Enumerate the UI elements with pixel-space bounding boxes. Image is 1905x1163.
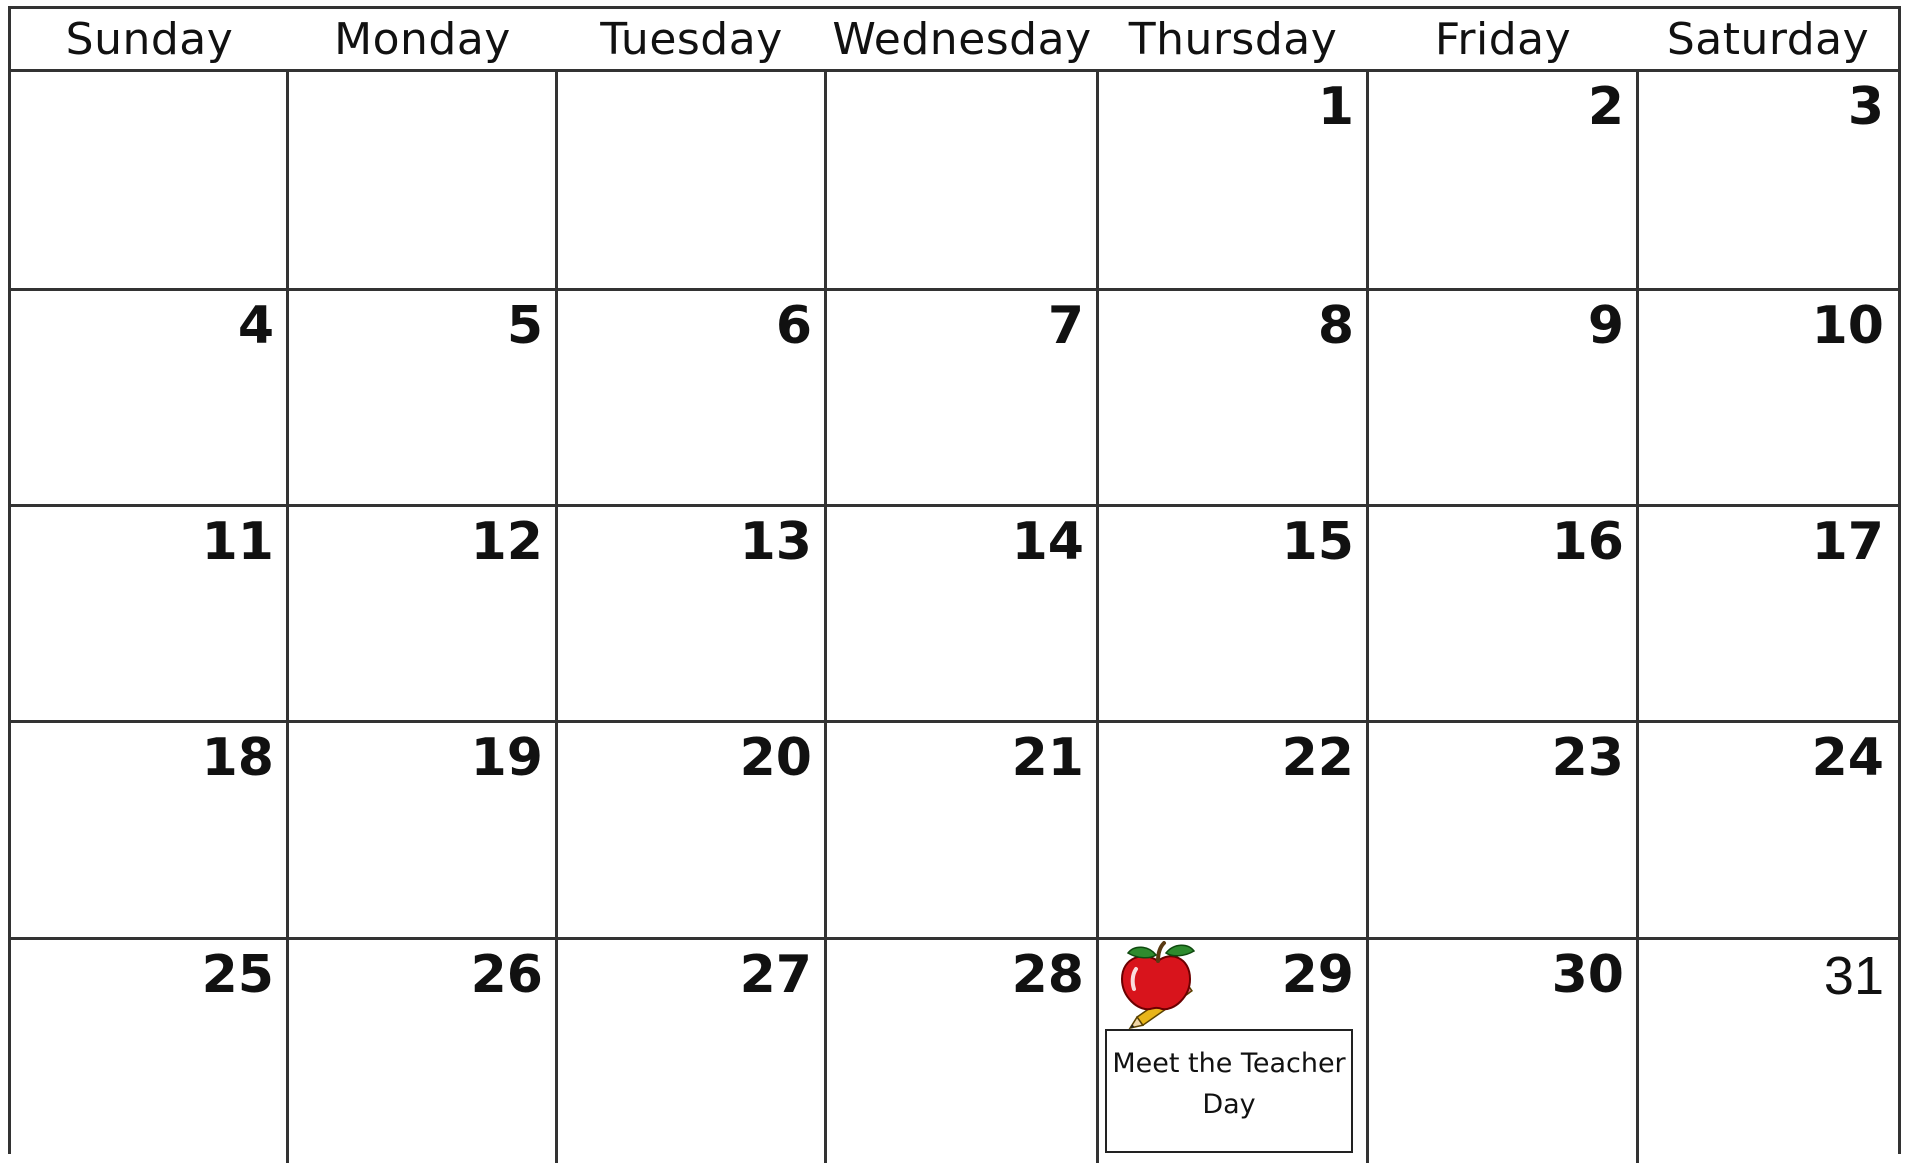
event-meet-the-teacher[interactable]: Meet the Teacher Day: [1105, 1029, 1353, 1153]
grid-column-divider: [824, 69, 827, 1163]
weekday-tuesday: Tuesday: [600, 14, 783, 65]
weekday-header-row: [11, 9, 1898, 72]
weekday-sunday: Sunday: [65, 14, 234, 65]
date-19[interactable]: 19: [470, 728, 543, 788]
date-16[interactable]: 16: [1551, 512, 1624, 572]
weekday-friday: Friday: [1434, 14, 1572, 65]
date-5[interactable]: 5: [506, 296, 543, 356]
date-30[interactable]: 30: [1551, 945, 1624, 1005]
weekday-wednesday: Wednesday: [832, 14, 1092, 65]
date-17[interactable]: 17: [1811, 512, 1884, 572]
date-8[interactable]: 8: [1317, 296, 1354, 356]
date-13[interactable]: 13: [739, 512, 812, 572]
date-24[interactable]: 24: [1811, 728, 1884, 788]
grid-row-divider: [11, 504, 1898, 507]
date-3[interactable]: 3: [1847, 77, 1884, 137]
date-31[interactable]: 31: [1823, 946, 1884, 1006]
date-20[interactable]: 20: [739, 728, 812, 788]
grid-column-divider: [1636, 69, 1639, 1163]
grid-row-divider: [11, 288, 1898, 291]
date-9[interactable]: 9: [1587, 296, 1624, 356]
weekday-saturday: Saturday: [1666, 14, 1870, 65]
date-21[interactable]: 21: [1011, 728, 1084, 788]
date-6[interactable]: 6: [775, 296, 812, 356]
date-1[interactable]: 1: [1317, 77, 1354, 137]
date-7[interactable]: 7: [1047, 296, 1084, 356]
grid-column-divider: [1366, 69, 1369, 1163]
calendar: [8, 6, 1901, 1154]
date-18[interactable]: 18: [201, 728, 274, 788]
date-25[interactable]: 25: [201, 945, 274, 1005]
date-28[interactable]: 28: [1011, 945, 1084, 1005]
date-4[interactable]: 4: [237, 296, 274, 356]
grid-column-divider: [1096, 69, 1099, 1163]
grid-column-divider: [555, 69, 558, 1163]
weekday-monday: Monday: [334, 14, 511, 65]
date-11[interactable]: 11: [201, 512, 274, 572]
grid-column-divider: [286, 69, 289, 1163]
date-10[interactable]: 10: [1811, 296, 1884, 356]
weekday-thursday: Thursday: [1128, 14, 1338, 65]
date-12[interactable]: 12: [470, 512, 543, 572]
date-2[interactable]: 2: [1587, 77, 1624, 137]
grid-row-divider: [11, 720, 1898, 723]
date-23[interactable]: 23: [1551, 728, 1624, 788]
date-14[interactable]: 14: [1011, 512, 1084, 572]
date-22[interactable]: 22: [1281, 728, 1354, 788]
date-26[interactable]: 26: [470, 945, 543, 1005]
date-29[interactable]: 29: [1281, 945, 1354, 1005]
date-27[interactable]: 27: [739, 945, 812, 1005]
grid-row-divider: [11, 937, 1898, 940]
date-15[interactable]: 15: [1281, 512, 1354, 572]
apple-pencil-icon: [1114, 941, 1206, 1029]
